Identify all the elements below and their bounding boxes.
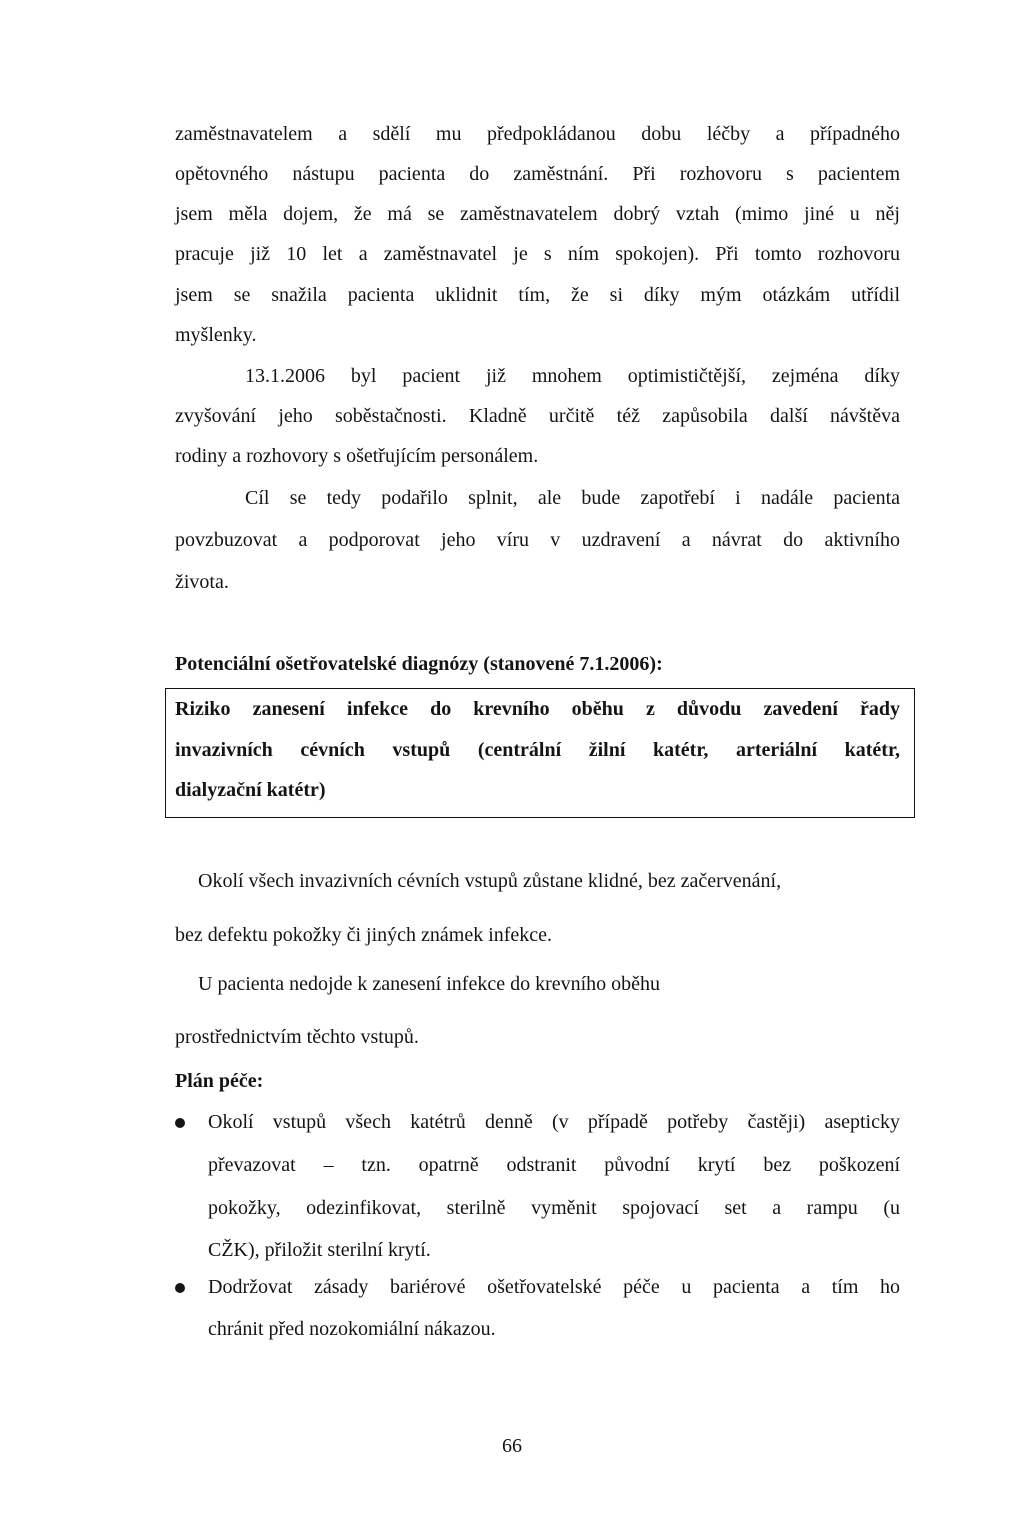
diagnosis-box-line-1: Riziko zanesení infekce do krevního oběhu z důvodu zavedení řady <box>175 698 900 720</box>
diagnoses-heading: Potenciální ošetřovatelské diagnózy (stanovené 7.1.2006): <box>175 653 663 675</box>
bullet-icon <box>175 1118 185 1128</box>
bullet-icon <box>175 1283 185 1293</box>
paragraph-3-line-2: povzbuzovat a podporovat jeho víru v uzdravení a návrat do aktivního <box>175 529 900 551</box>
paragraph-3-line-3: života. <box>175 571 229 593</box>
goal-line-4: prostřednictvím těchto vstupů. <box>175 1026 419 1048</box>
plan-item-1-line-2: převazovat – tzn. opatrně odstranit původní krytí bez poškození <box>208 1154 900 1176</box>
plan-item-2-line-1: Dodržovat zásady bariérové ošetřovatelské péče u pacienta a tím ho <box>208 1276 900 1298</box>
paragraph-1-line-5: jsem se snažila pacienta uklidnit tím, že si díky mým otázkám utřídil <box>175 284 900 306</box>
goal-line-2: bez defektu pokožky či jiných známek infekce. <box>175 924 553 946</box>
plan-item-1-line-1: Okolí vstupů všech katétrů denně (v případě potřeby častěji) asepticky <box>208 1111 900 1133</box>
paragraph-1-line-4: pracuje již 10 let a zaměstnavatel je s ním spokojen). Při tomto rozhovoru <box>175 243 900 265</box>
plan-item-1-line-4: CŽK), přiložit sterilní krytí. <box>208 1239 431 1261</box>
paragraph-1-line-1: zaměstnavatelem a sdělí mu předpokládanou dobu léčby a případného <box>175 123 900 145</box>
plan-item-2-line-2: chránit před nozokomiální nákazou. <box>208 1318 496 1340</box>
paragraph-1-line-2: opětovného nástupu pacienta do zaměstnání. Při rozhovoru s pacientem <box>175 163 900 185</box>
paragraph-3-line-1: Cíl se tedy podařilo splnit, ale bude zapotřebí i nadále pacienta <box>245 487 900 509</box>
diagnosis-box-line-3: dialyzační katétr) <box>175 779 326 801</box>
paragraph-2-line-1: 13.1.2006 byl pacient již mnohem optimističtější, zejména díky <box>245 365 900 387</box>
paragraph-2-line-2: zvyšování jeho soběstačnosti. Kladně určitě též zapůsobila další návštěva <box>175 405 900 427</box>
plan-item-1-line-3: pokožky, odezinfikovat, sterilně vyměnit spojovací set a rampu (u <box>208 1197 900 1219</box>
goal-line-1: Okolí všech invazivních cévních vstupů zůstane klidné, bez začervenání, <box>198 870 782 892</box>
plan-heading: Plán péče: <box>175 1070 264 1092</box>
paragraph-2-line-3: rodiny a rozhovory s ošetřujícím personálem. <box>175 445 539 467</box>
paragraph-1-line-3: jsem měla dojem, že má se zaměstnavatelem dobrý vztah (mimo jiné u něj <box>175 203 900 225</box>
goal-line-3: U pacienta nedojde k zanesení infekce do krevního oběhu <box>198 973 661 995</box>
page-number: 66 <box>502 1435 522 1457</box>
diagnosis-box-line-2: invazivních cévních vstupů (centrální žilní katétr, arteriální katétr, <box>175 739 900 761</box>
paragraph-1-line-6: myšlenky. <box>175 324 257 346</box>
